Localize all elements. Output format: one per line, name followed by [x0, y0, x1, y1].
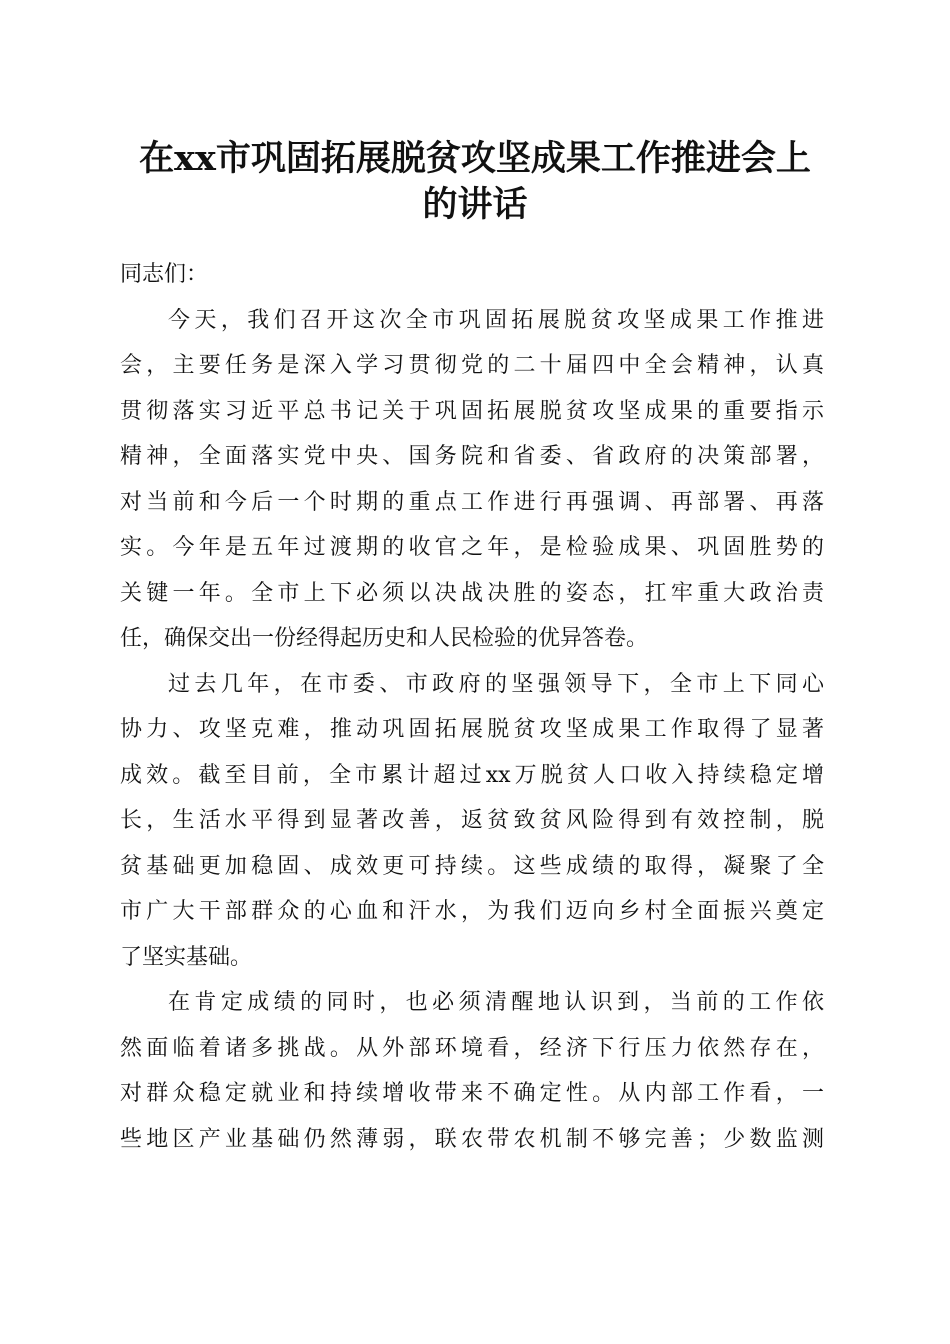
text-line: 过去几年，在市委、市政府的坚强领导下，全市上下同心: [168, 671, 824, 697]
text-line: 关键一年。全市上下必须以决战决胜的姿态，扛牢重大政治责: [120, 580, 824, 606]
paragraph-3: [120, 980, 824, 1162]
text-line: 对群众稳定就业和持续增收带来不确定性。从内部工作看，一: [120, 1081, 824, 1106]
paragraph-1: [120, 298, 824, 662]
text-line: 市广大干部群众的心血和汗水，为我们迈向乡村全面振兴奠定: [120, 899, 824, 924]
text-line: 精神，全面落实党中央、国务院和省委、省政府的决策部署，: [120, 444, 824, 469]
paragraph-2: [120, 662, 824, 981]
text-line: 任，确保交出一份经得起历史和人民检验的优异答卷。: [120, 626, 649, 651]
text-line: 然面临着诸多挑战。从外部环境看，经济下行压力依然存在，: [120, 1035, 824, 1061]
text-line: 实。今年是五年过渡期的收官之年，是检验成果、巩固胜势的: [120, 535, 824, 560]
salutation: 同志们：: [120, 262, 209, 287]
text-line: 贫基础更加稳固、成效更可持续。这些成绩的取得，凝聚了全: [120, 853, 824, 879]
title-line-1: 在xx市巩固拓展脱贫攻坚成果工作推进会上: [139, 138, 811, 179]
text-line: 成效。截至目前，全市累计超过xx万脱贫人口收入持续稳定增: [120, 762, 824, 788]
text-line: 贯彻落实习近平总书记关于巩固拓展脱贫攻坚成果的重要指示: [120, 398, 824, 424]
text-line: 些地区产业基础仍然薄弱，联农带农机制不够完善；少数监测: [120, 1126, 824, 1152]
text-line: 在肯定成绩的同时，也必须清醒地认识到，当前的工作依: [168, 990, 824, 1015]
text-line: 了坚实基础。: [120, 944, 253, 970]
document-body: [120, 252, 824, 1162]
text-line: 今天，我们召开这次全市巩固拓展脱贫攻坚成果工作推进: [168, 307, 824, 333]
text-line: 长，生活水平得到显著改善，返贫致贫风险得到有效控制，脱: [120, 808, 824, 833]
text-line: 对当前和今后一个时期的重点工作进行再强调、再部署、再落: [120, 489, 824, 515]
text-line: 会，主要任务是深入学习贯彻党的二十届四中全会精神，认真: [120, 353, 824, 378]
text-line: 协力、攻坚克难，推动巩固拓展脱贫攻坚成果工作取得了显著: [120, 717, 824, 742]
document-title: [110, 136, 840, 228]
title-line-2: 的讲话: [422, 184, 528, 225]
